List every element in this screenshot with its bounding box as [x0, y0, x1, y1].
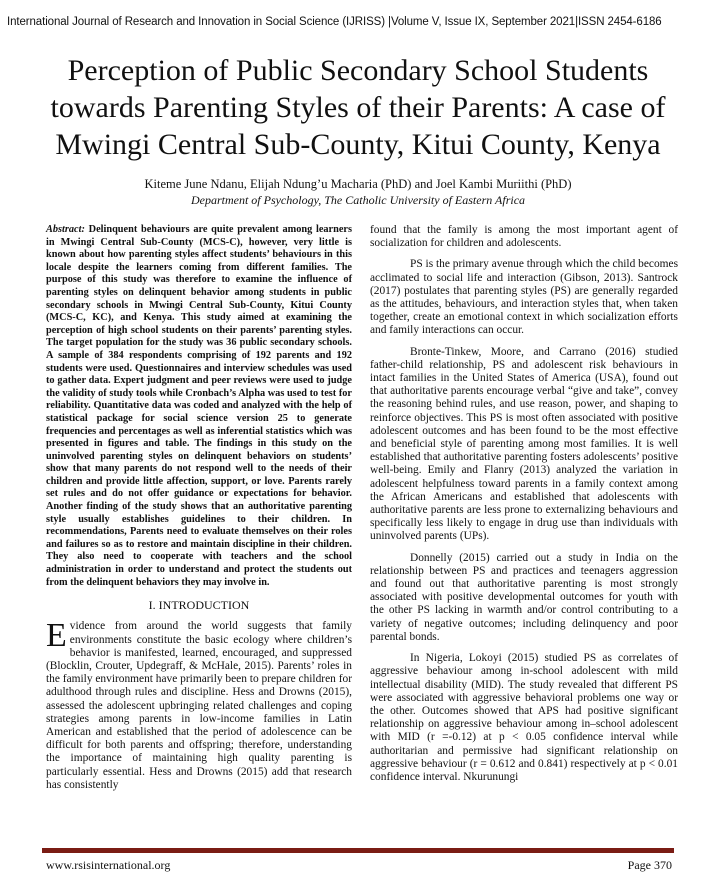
footer-url: www.rsisinternational.org: [46, 858, 171, 872]
footer-divider: [42, 848, 674, 853]
affiliation: Department of Psychology, The Catholic University of Eastern Africa: [190, 193, 526, 207]
intro-paragraph-1-text: vidence from around the world suggests that family environments constitute the basic ecology where children’s behavior is manifested, learned, encouraged, and suppressed (Blocklin, Crouter, Updegraff, & McHale, 2015). Parents’ roles in the family environment have primarily been to prepare children for adulthood through rules and discipline. Hess and Drowns (2015), assessed the adolescent upbringing related challenges and coping strategies among parents in low-income families in Latin American and established that the period of adolescence can be difficult for both parents and offspring; therefore, understanding the importance of maintaining high quality parenting is particularly essential. Hess and Drowns (2015) add that research has consistently: [46, 620, 352, 791]
right-paragraph-3: Donnelly (2015) carried out a study in India on the relationship between PS and practices and teenagers aggression and found out that authoritative parenting is most strongly associated with positive developmental outcomes for youth with the other PS lacking in warmth and/or control contributing to a variety of negative outcomes; including delinquency and poor parental bonds.: [370, 551, 678, 643]
left-column: [46, 224, 352, 800]
author-list: Kiteme June Ndanu, Elijah Ndung’u Macharia (PhD) and Joel Kambi Muriithi (PhD): [144, 177, 572, 191]
paper-title: Perception of Public Secondary School Students towards Parenting Styles of their Parents: A case of Mwingi Central Sub-County, Kitui County, Kenya: [50, 54, 666, 161]
right-paragraph-2: Bronte-Tinkew, Moore, and Carrano (2016) studied father-child relationship, PS and adolescent risk behaviours in intact families in the United States of America (USA), found out that authoritative parents encourage verbal “give and take”, convey the reasoning behind rules, and use reason, power, and shaping to reinforce objectives. This PS is most often associated with positive adolescent outcomes and has been found to be the most effective and beneficial style of parenting among most families. It is well established that authoritative parenting fosters adolescents’ positive well-being. Emily and Flanry (2013) analyzed the variation in adolescent helpfulness toward parents in a family context among the African Americans and established that adolescents with authoritative parents are less prone to externalizing behaviours and specifically less likely to engage in drug use than individuals with uninvolved parents (UPs).: [370, 345, 678, 543]
intro-paragraph-1: [46, 617, 352, 792]
right-column: [370, 224, 678, 792]
right-paragraph-1: PS is the primary avenue through which the child becomes acclimated to social life and interaction (Gibson, 2013). Santrock (2017) postulates that parenting styles (PS) are generally regarded as the attitudes, behaviours, and interaction styles that, when taken together, create an emotional context in which socialization efforts and family interactions can occur.: [370, 258, 678, 337]
journal-header: International Journal of Research and Innovation in Social Science (IJRISS) |Volume V, Issue IX, September 2021|ISSN 2454-6186: [7, 16, 662, 28]
abstract-text: Delinquent behaviours are quite prevalent among learners in Mwingi Central Sub-County (MCS-C), however, very little is known about how parenting styles affect students’ behaviours in this locale despite the learners coming from different families. The purpose of this study was therefore to examine the influence of parenting styles on delinquent behavior among students in public secondary schools in Mwingi Central Sub-County, Kitui County (MCS-C, KC), and Kenya. This study aimed at examining the perception of high school students on their parents’ parenting styles. The target population for the study was 36 public secondary schools. A sample of 384 respondents comprising of 192 parents and 192 students were used. Questionnaires and interview schedules was used to gather data. Expert judgment and peer reviews were used to judge the validity of study tools while Cronbach’s Alpha was used to test for reliability. Quantitative data was coded and analyzed with the help of statistical package for social science version 25 to generate frequencies and percentages as well as inferential statistics which was presented in figures and table. The findings in this study on the uninvolved parenting styles on delinquent behaviors on students’ show that many parents do not respond well to the needs of their children and provide little affection, support, or love. Parents rarely set rules and do not offer guidance or expectations for behavior. Another finding of the study shows that an authoritative parenting style usually establishes guidelines to their children. In recommendations, Parents need to evaluate themselves on their roles and failures so as to restore and maintain discipline in their children. They also need to cooperate with teachers and the school administration in order to understand and protect the students out from the delinquent behaviors they may involve in.: [46, 224, 352, 588]
right-paragraph-4: In Nigeria, Lokoyi (2015) studied PS as correlates of aggressive behaviour among in-school adolescent with mild intellectual disability (MID). The study revealed that different PS were associated with aggressive behavioral problems one way or the other. Outcomes showed that APS had positive significant relationship on aggressive behaviour among in–school adolescent with MID (r =-0.12) at p < 0.05 confidence interval while authoritarian and permissive had significant relationship on aggressive behaviour (r = 0.612 and 0.841) respectively at p < 0.01 confidence interval. Nkurunungi: [370, 652, 678, 783]
right-paragraph-0: found that the family is among the most important agent of socialization for children and adolescents.: [370, 224, 678, 250]
footer-page-number: Page 370: [627, 858, 672, 872]
abstract: [46, 224, 352, 589]
section-heading-introduction: I. INTRODUCTION: [148, 598, 250, 613]
abstract-label: Abstract:: [46, 224, 85, 235]
drop-cap: E: [46, 617, 67, 655]
